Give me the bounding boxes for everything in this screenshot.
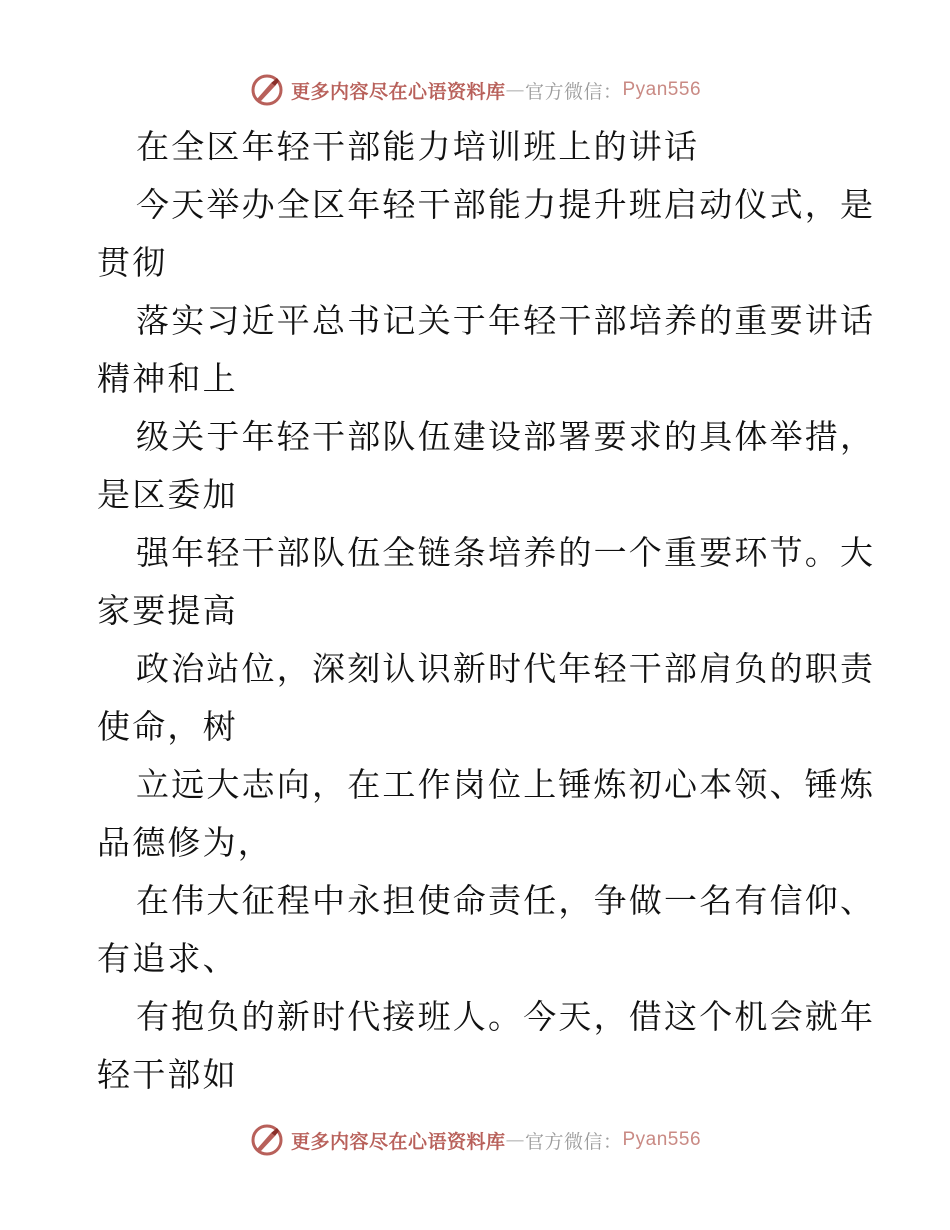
text-line: 贯彻 [97,243,168,282]
watermark-main-text: 更多内容尽在心语资料库 [290,80,506,103]
text-line: 级关于年轻干部队伍建设部署要求的具体举措， [136,417,876,456]
watermark-main-text: 更多内容尽在心语资料库 [290,1130,506,1153]
text-line: 品德修为， [97,823,273,862]
watermark-footer [0,1120,950,1160]
text-line: 今天举办全区年轻干部能力提升班启动仪式，是 [136,185,876,224]
watermark-separator: — [505,79,525,101]
text-line: 精神和上 [97,359,238,398]
text-line: 在伟大征程中永担使命责任，争做一名有信仰、 [136,881,876,920]
pen-logo-icon [249,72,285,108]
text-line: 有抱负的新时代接班人。今天，借这个机会就年 [136,997,876,1036]
watermark-header [0,70,950,110]
watermark-id: Pyan556 [622,1129,702,1150]
text-line: 强年轻干部队伍全链条培养的一个重要环节。大 [136,533,876,572]
watermark-id: Pyan556 [622,79,702,100]
watermark-official-label: 官方微信： [524,80,623,103]
watermark-official-label: 官方微信： [524,1130,623,1153]
text-line: 家要提高 [97,591,238,630]
text-line: 是区委加 [97,475,238,514]
text-line: 政治站位，深刻认识新时代年轻干部肩负的职责 [136,649,876,688]
text-line: 有追求、 [97,939,238,978]
text-line: 轻干部如 [97,1055,238,1094]
watermark-separator: — [505,1129,525,1151]
text-line: 立远大志向，在工作岗位上锤炼初心本领、锤炼 [136,765,876,804]
document-title: 在全区年轻干部能力培训班上的讲话 [136,127,700,166]
text-line: 使命，树 [97,707,238,746]
text-line: 落实习近平总书记关于年轻干部培养的重要讲话 [136,301,876,340]
pen-logo-icon [249,1122,285,1158]
